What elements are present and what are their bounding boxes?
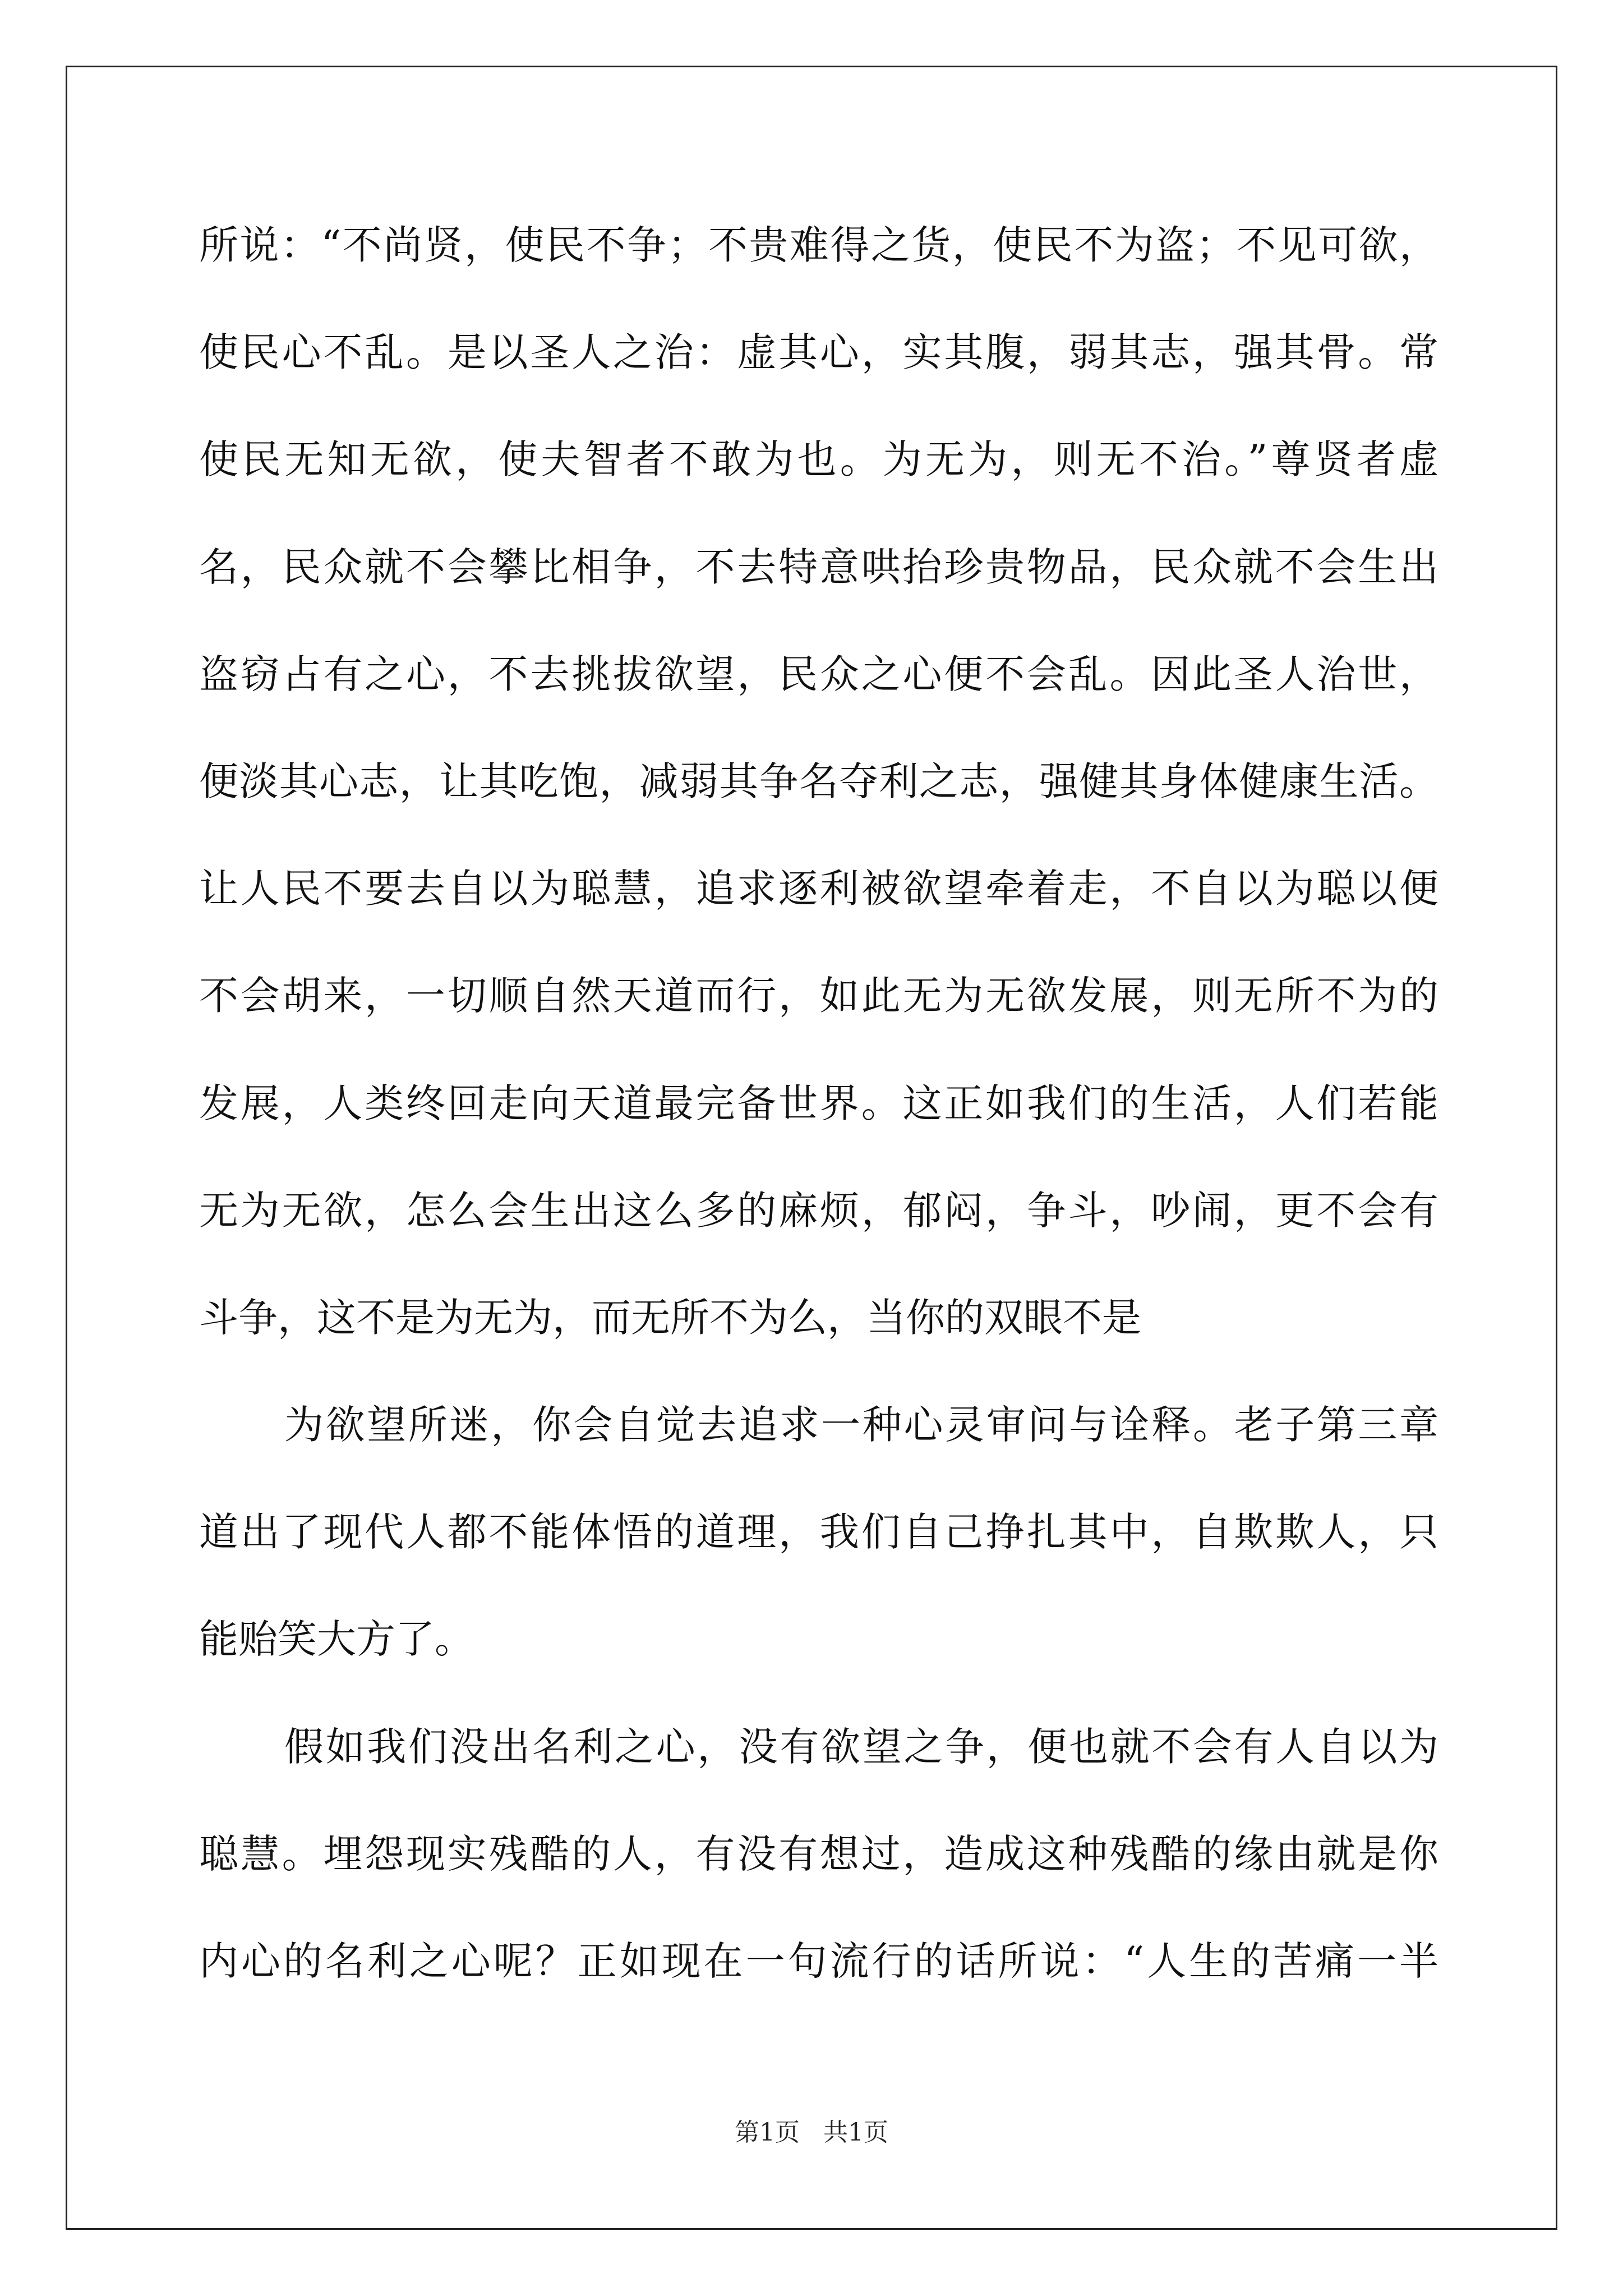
document-body xyxy=(199,192,1438,2015)
text-line: 能贻笑大方了。 xyxy=(199,1616,474,1663)
text-line: 聪慧。埋怨现实残酷的人，有没有想过，造成这种残酷的缘由就是你 xyxy=(199,1830,1438,1877)
text-line: 斗争，这不是为无为，而无所不为么，当你的双眼不是 xyxy=(199,1294,1141,1341)
text-line: 使民心不乱。是以圣人之治：虚其心，实其腹，弱其志，强其骨。常 xyxy=(199,329,1438,376)
text-line: 让人民不要去自以为聪慧，追求逐利被欲望牵着走，不自以为聪以便 xyxy=(199,866,1438,912)
text-line: 名，民众就不会攀比相争，不去特意哄抬珍贵物品，民众就不会生出 xyxy=(199,544,1438,590)
text-line: 便淡其心志，让其吃饱，减弱其争名夺利之志，强健其身体健康生活。 xyxy=(199,758,1438,804)
text-line: 盗窃占有之心，不去挑拔欲望，民众之心便不会乱。因此圣人治世， xyxy=(199,651,1438,697)
text-line: 使民无知无欲，使夫智者不敢为也。为无为，则无不治。”尊贤者虚 xyxy=(199,436,1438,483)
text-line: 道出了现代人都不能体悟的道理，我们自己挣扎其中，自欺欺人，只 xyxy=(199,1509,1438,1556)
text-line: 发展，人类终回走向天道最完备世界。这正如我们的生活，人们若能 xyxy=(199,1080,1438,1126)
page-footer: 第1页 共1页 xyxy=(735,2118,888,2147)
text-line: 无为无欲，怎么会生出这么多的麻烦，郁闷，争斗，吵闹，更不会有 xyxy=(199,1187,1438,1234)
text-line: 假如我们没出名利之心，没有欲望之争，便也就不会有人自以为 xyxy=(284,1723,1438,1770)
text-line: 为欲望所迷，你会自觉去追求一种心灵审问与诠释。老子第三章 xyxy=(284,1402,1438,1448)
text-line: 内心的名利之心呢？正如现在一句流行的话所说：“人生的苦痛一半 xyxy=(199,1938,1438,1984)
text-line: 所说：“不尚贤，使民不争；不贵难得之货，使民不为盗；不见可欲， xyxy=(199,222,1438,268)
text-line: 不会胡来，一切顺自然天道而行，如此无为无欲发展，则无所不为的 xyxy=(199,973,1438,1019)
